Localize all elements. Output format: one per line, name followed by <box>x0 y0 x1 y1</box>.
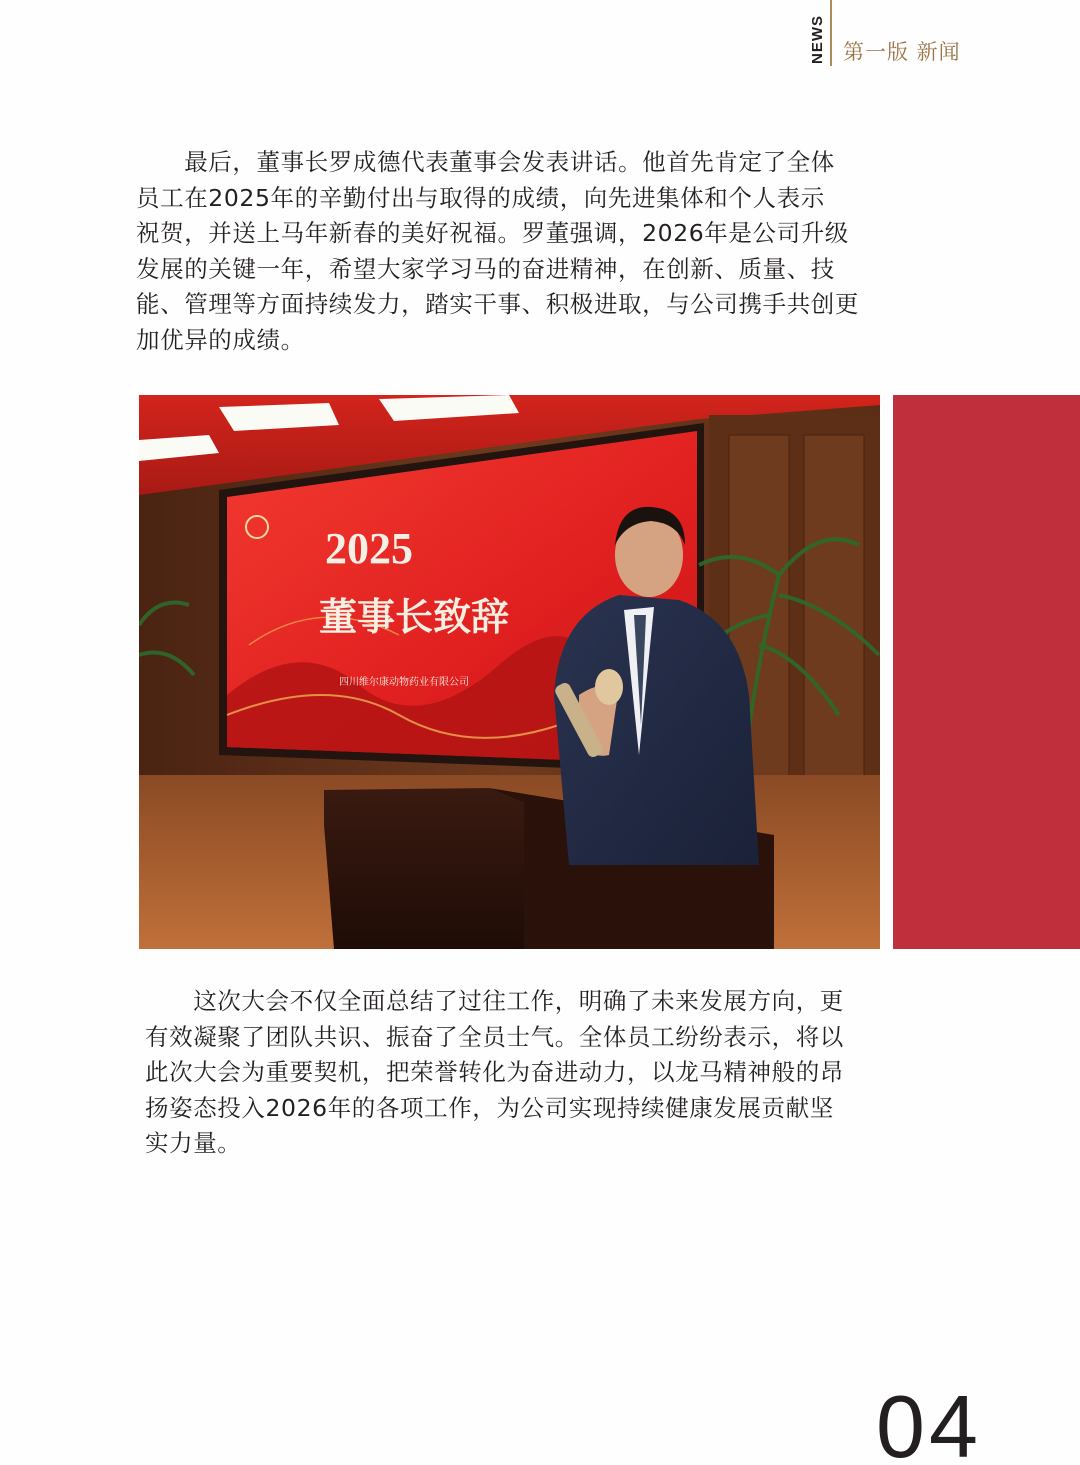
paragraph-line: 扬姿态投入2026年的各项工作，为公司实现持续健康发展贡献坚 <box>145 1093 834 1122</box>
chairman-speech-photo <box>139 395 880 949</box>
paragraph-line: 祝贺，并送上马年新春的美好祝福。罗董强调，2026年是公司升级 <box>136 219 849 247</box>
paragraph-line: 有效凝聚了团队共识、振奋了全员士气。全体员工纷纷表示，将以 <box>145 1022 844 1051</box>
paragraph-line: 最后，董事长罗成德代表董事会发表讲话。他首先肯定了全体 <box>136 148 835 176</box>
paragraph-line: 此次大会为重要契机，把荣誉转化为奋进动力，以龙马精神般的昂 <box>145 1058 844 1086</box>
paragraph-line: 这次大会不仅全面总结了过往工作，明确了未来发展方向，更 <box>145 987 844 1015</box>
page-number: 04 <box>876 1377 982 1465</box>
screen-company: 四川维尔康动物药业有限公司 <box>339 677 469 688</box>
paragraph-chairman-speech <box>136 145 896 358</box>
section-title: 第一版 新闻 <box>843 40 961 64</box>
paragraph-line: 实力量。 <box>145 1129 242 1157</box>
paragraph-line: 员工在2025年的辛勤付出与取得的成绩，向先进集体和个人表示 <box>136 183 825 212</box>
screen-title: 董事长致辞 <box>318 594 510 639</box>
screen-year: 2025 <box>325 524 413 573</box>
paragraph-conclusion <box>145 984 905 1162</box>
paragraph-line: 加优异的成绩。 <box>136 325 305 354</box>
header-divider <box>830 0 832 66</box>
decorative-red-block <box>893 395 1080 949</box>
paragraph-line: 能、管理等方面持续发力，踏实干事、积极进取，与公司携手共创更 <box>136 290 859 318</box>
news-label: NEWS <box>809 15 826 65</box>
paragraph-line: 发展的关键一年，希望大家学习马的奋进精神，在创新、质量、技 <box>136 254 835 283</box>
